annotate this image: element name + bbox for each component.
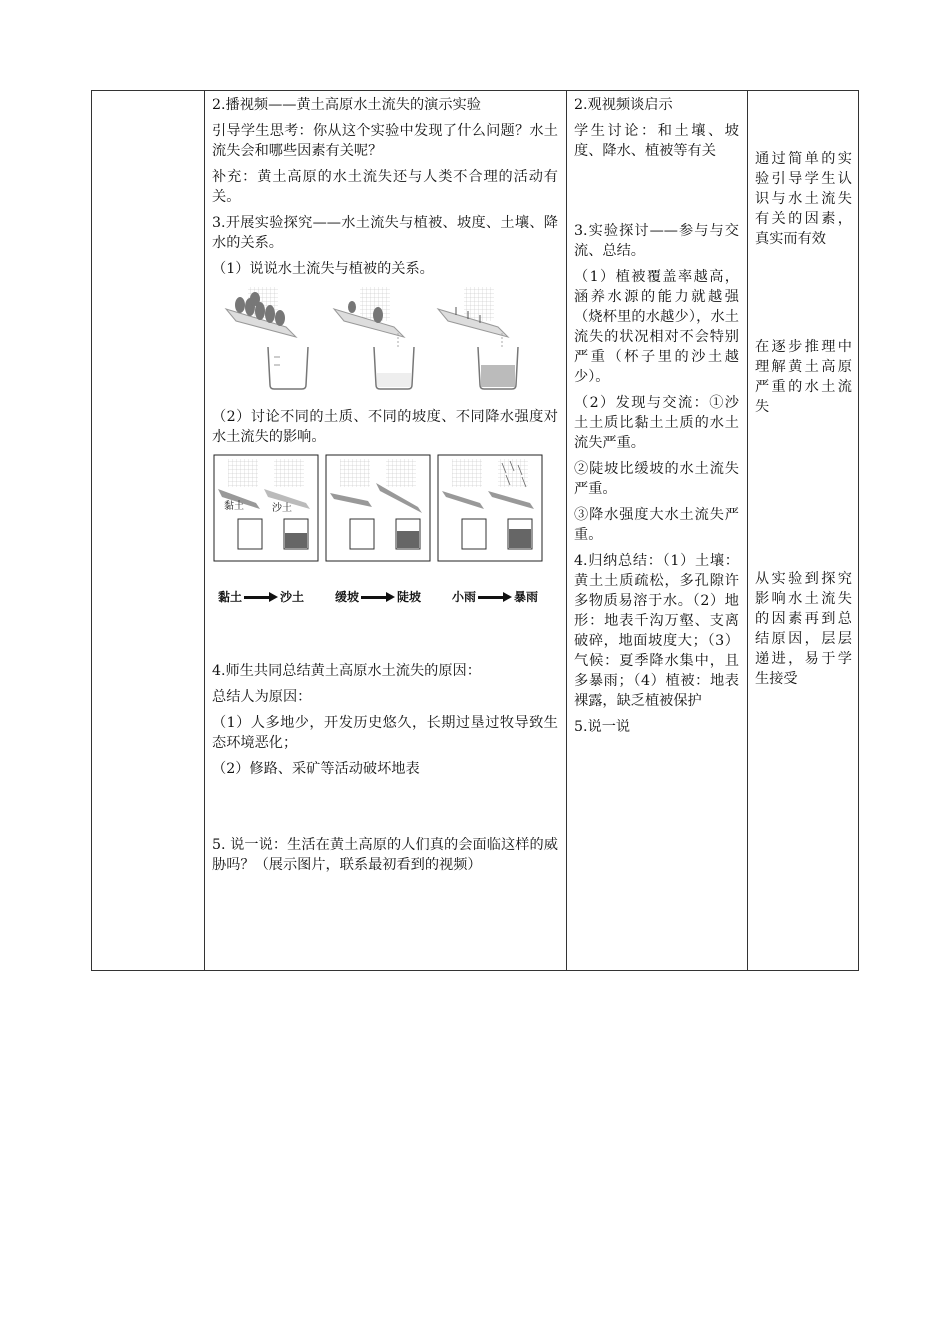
label-from: 黏土 — [218, 590, 243, 604]
teacher-activity-column — [204, 91, 566, 881]
student-step-4-summary: 4.归纳总结：（1）土壤：黄土土质疏松，多孔隙许多物质易溶于水。（2）地形：地表千沟万壑、支离破碎，地面坡度大；（3）气候：夏季降水集中，且多暴雨；（4）植被：地表裸露，缺乏植被保护 — [574, 553, 739, 709]
design-intent-column — [747, 91, 860, 695]
comparison-labels — [218, 587, 538, 607]
label-from: 缓坡 — [334, 590, 359, 604]
cause-2: （2）修路、采矿等活动破坏地表 — [212, 761, 420, 777]
arrow-right-icon — [478, 593, 512, 601]
vegetation-question: （1）说说水土流失与植被的关系。 — [212, 261, 434, 277]
label-from: 小雨 — [451, 590, 476, 604]
soil-slope-rain-figure — [212, 453, 558, 607]
human-causes-heading: 总结人为原因： — [212, 689, 312, 705]
student-activity-column — [566, 91, 747, 743]
intent-2: 在逐步推理中理解黄土高原严重的水土流失 — [755, 339, 852, 415]
slope-label — [335, 587, 421, 607]
student-step-2: 2.观视频谈启示 — [574, 97, 673, 113]
step-2-video: 2.播视频——黄土高原水土流失的演示实验 — [212, 97, 481, 113]
rain-label — [452, 587, 538, 607]
lesson-table — [91, 90, 859, 971]
vegetation-experiment-figure — [212, 285, 558, 399]
finding-soil: （2）发现与交流：①沙土土质比黏土土质的水土流失严重。 — [574, 395, 739, 451]
finding-vegetation: （1）植被覆盖率越高，涵养水源的能力就越强（烧杯里的水越少），水土流失的状况相对不会特别严重（杯子里的沙土越少）。 — [574, 269, 739, 385]
step-5-discussion: 5. 说一说：生活在黄土高原的人们真的会面临这样的威胁吗？（展示图片，联系最初看到的视频） — [212, 837, 558, 873]
intent-3: 从实验到探究影响水土流失的因素再到总结原因，层层递进，易于学生接受 — [755, 571, 852, 687]
clay-sand-label — [218, 587, 304, 607]
clay-inner-label: 黏土 — [224, 501, 244, 512]
label-to: 暴雨 — [513, 590, 538, 604]
arrow-right-icon — [244, 593, 278, 601]
cause-1: （1）人多地少，开发历史悠久，长期过垦过牧导致生态环境恶化； — [212, 715, 558, 751]
label-to: 沙土 — [280, 590, 305, 604]
student-step-3: 3.实验探讨——参与与交流、总结。 — [574, 223, 739, 259]
guide-question: 引导学生思考：你从这个实验中发现了什么问题？水土流失会和哪些因素有关呢？ — [212, 123, 558, 159]
supplement-note: 补充：黄土高原的水土流失还与人类不合理的活动有关。 — [212, 169, 558, 205]
arrow-right-icon — [361, 593, 395, 601]
student-step-5: 5.说一说 — [574, 719, 631, 735]
finding-rain: ③降水强度大水土流失严重。 — [574, 507, 739, 543]
student-discussion: 学生讨论：和土壤、坡度、降水、植被等有关 — [574, 123, 739, 159]
label-to: 陡坡 — [397, 590, 422, 604]
factors-question: （2）讨论不同的土质、不同的坡度、不同降水强度对水土流失的影响。 — [212, 409, 558, 445]
intent-1: 通过简单的实验引导学生认识与水土流失有关的因素，真实而有效 — [755, 151, 852, 247]
finding-slope: ②陡坡比缓坡的水土流失严重。 — [574, 461, 739, 497]
step-3-experiment: 3.开展实验探究——水土流失与植被、坡度、土壤、降水的关系。 — [212, 215, 558, 251]
step-4-summary: 4.师生共同总结黄土高原水土流失的原因： — [212, 663, 481, 679]
sand-inner-label: 沙土 — [272, 503, 292, 514]
